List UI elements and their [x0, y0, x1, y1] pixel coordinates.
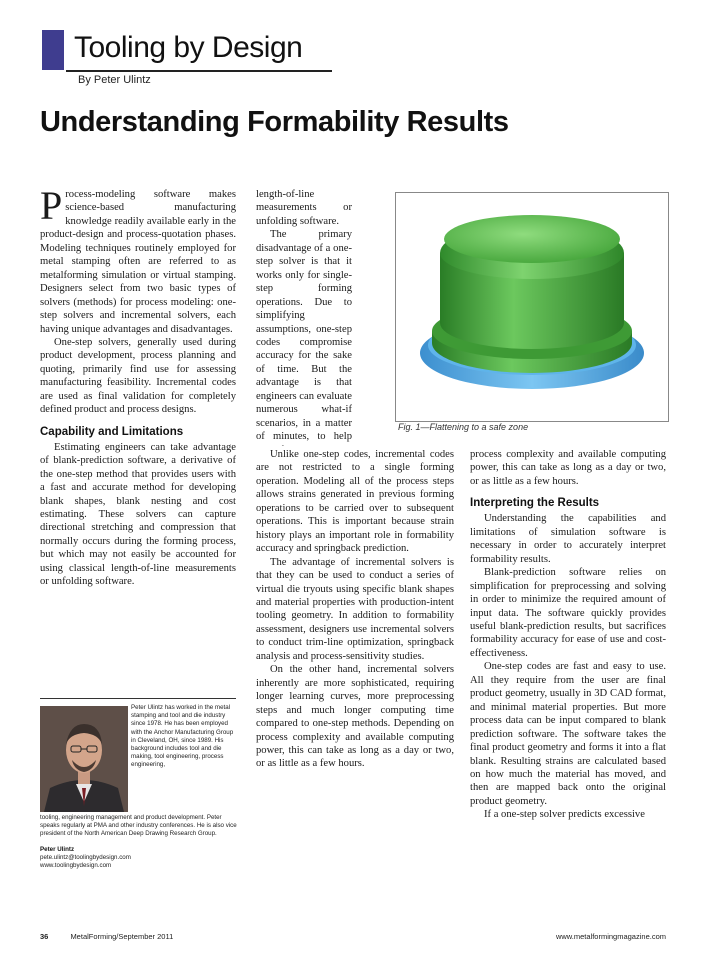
- author-name: Peter Ulintz: [40, 846, 75, 853]
- issue-info: MetalForming/September 2011: [70, 932, 174, 941]
- subhead-interpreting: Interpreting the Results: [470, 497, 600, 510]
- author-photo: [40, 706, 128, 812]
- figure-caption: Fig. 1—Flattening to a safe zone: [398, 422, 529, 432]
- author-bio-text-continued: tooling, engineering management and product development. Peter speaks regularly at PMA and other industry conferences. He is also vice president of the North American Deep Drawing Research Group.: [40, 814, 237, 838]
- article-column-2: [256, 188, 352, 446]
- author-bio-text: Peter Ulintz has worked in the metal stamping and tool and die industry since 1978. He has been employed with the Anchor Manufacturing Group in Cleveland, OH, since 1989. His background includes tool and die making, tool engineering, process engineering,: [131, 704, 234, 769]
- footer-left: [40, 932, 173, 941]
- author-email-link[interactable]: pete.ulintz@toolingbydesign.com: [40, 854, 131, 861]
- drop-cap: P: [40, 188, 63, 228]
- paragraph: One-step solvers, generally used during product development, process planning and quoting, primarily find use for assessing manufacturing feasibility. Incremental codes are used as final validation for completely defined product and process designs.: [40, 336, 236, 416]
- paragraph: Unlike one-step codes, incremental codes are not restricted to a single forming operation. Modeling all of the process steps allows strains generated in previous forming operations to be carried over to subsequent operations. This is important because strain history plays an important role in formability accuracy and springback prediction.: [256, 449, 454, 555]
- section-title: Tooling by Design: [74, 31, 303, 64]
- paragraph: The advantage of incremental solvers is that they can be used to conduct a series of virtual die tryouts using specific blank shapes and material properties with production-intent tooling geometry. In addition to formability assessment, designers use incremental solvers to conduct trim-line optimization, springback analysis and process-sensitivity studies.: [256, 556, 454, 662]
- intro-paragraph: Process-modeling software makes science-based manufacturing knowledge readily available early in the product-design and process-quotation phases. Modeling techniques routinely employed for metal stamping often are referred to as metalforming simulation or virtual stamping. Designers select from two basic types of solvers (methods) for process modeling: one-step solvers and incremental solvers, each having unique advantages and disadvantages.: [40, 188, 236, 335]
- subhead-capability: Capability and Limitations: [40, 425, 184, 438]
- paragraph-continued: length-of-line measurements or unfolding software.: [256, 189, 352, 227]
- cylinder-top-face: [444, 215, 620, 263]
- footer-website-link[interactable]: www.metalformingmagazine.com: [555, 932, 666, 941]
- paragraph: Understanding the capabilities and limitations of simulation software is necessary in order to accurately interpret formability results.: [470, 513, 666, 565]
- paragraph: One-step codes are fast and easy to use. All they require from the user are final product geometry, usually in 3D CAD format, and minimal material properties. But more process data can be input compared to blank prediction software. The software takes the final product geometry and forms it into a flat blank. Resulting strains are calculated based on how much the material has moved, and then are mapped back onto the original product geometry.: [470, 661, 666, 807]
- paragraph-continued: process complexity and available computing power, this can take as long as a day or two, or as little as a few hours.: [470, 449, 666, 487]
- paragraph: On the other hand, incremental solvers inherently are more sophisticated, requiring longer learning curves, more preprocessing steps and much longer computing time compared to one-step methods. Depending on process complexity and available computing power, this can take as long as a day or two, or as little as a few hours.: [256, 664, 454, 770]
- page-number: 36: [40, 932, 49, 941]
- bio-divider: [40, 698, 236, 699]
- formed-part-illustration: [396, 193, 668, 421]
- author-website-link[interactable]: www.toolingbydesign.com: [40, 862, 112, 869]
- article-column-2-lower: [256, 448, 454, 942]
- paragraph: Estimating engineers can take advantage of blank-prediction software, a derivative of the one-step method that provides users with a fast and accurate method for developing blank shapes, blank nesting and cost estimating. These solvers can capture directional stretching and compression that normally occurs during the forming process, but which may not easily be accounted for using classical length-of-line measurements or unfolding software.: [40, 441, 236, 588]
- paragraph: If a one-step solver predicts excessive: [484, 809, 645, 821]
- article-column-1: [40, 188, 236, 692]
- figure-1: [395, 192, 669, 422]
- section-rule: [66, 70, 332, 72]
- article-column-3: [470, 448, 666, 924]
- byline: By Peter Ulintz: [78, 74, 151, 86]
- author-portrait-icon: [40, 706, 128, 812]
- section-color-bar: [42, 30, 64, 70]
- paragraph: Blank-prediction software relies on simplification for preprocessing and solving in order to minimize the required amount of input data. The software quickly provides useful blank-prediction results, but sacrifices formability accuracy for ease of use and cost-effectiveness.: [470, 567, 666, 659]
- paragraph: The primary disadvantage of a one-step solver is that it works only for single-step forming operations. Due to simplifying assumptions, one-step codes compromise accuracy for the sake of time. But the advantage is that engineers can evaluate numerous what-if scenarios, in a matter of minutes, to help: [256, 229, 352, 443]
- article-headline: Understanding Formability Results: [40, 106, 509, 138]
